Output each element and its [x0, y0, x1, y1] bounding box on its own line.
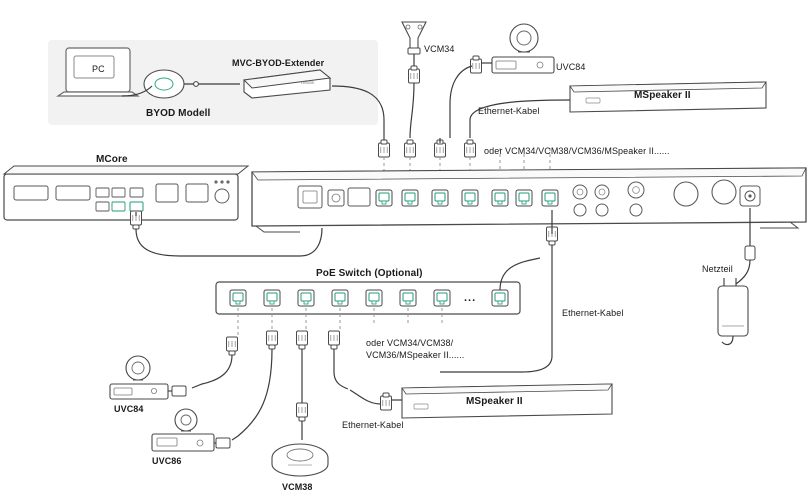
power-supply-device — [718, 278, 748, 336]
mvc-byod-extender-device — [244, 70, 330, 98]
mcore-device — [4, 166, 248, 220]
mvc-byod-extender-label: MVC-BYOD-Extender — [232, 58, 325, 68]
main-bar-device — [252, 168, 806, 232]
vcm34-top-label: VCM34 — [424, 44, 455, 54]
mspeaker-bottom-label: MSpeaker II — [466, 396, 523, 407]
pc-label: PC — [92, 64, 105, 74]
poe-ellipsis: ... — [464, 292, 477, 304]
uvc84-bottom-device — [110, 356, 186, 399]
uvc84-top-device — [492, 24, 554, 73]
ethernet-top-label: Ethernet-Kabel — [478, 106, 540, 116]
or-top-label: oder VCM34/VCM38/VCM36/MSpeaker II...... — [484, 146, 670, 156]
uvc84-top-label: UVC84 — [556, 62, 586, 72]
mcore-label: MCore — [96, 154, 128, 165]
or-mid-label-line2: VCM36/MSpeaker II...... — [366, 350, 465, 360]
byod-model-label: BYOD Modell — [146, 108, 211, 119]
vcm38-device — [272, 444, 328, 476]
main-bar-port-row — [376, 190, 558, 206]
ethernet-right-label: Ethernet-Kabel — [562, 308, 624, 318]
byod-puck-icon — [144, 70, 184, 98]
uvc86-bottom-label: UVC86 — [152, 456, 182, 466]
uvc86-bottom-device — [152, 409, 230, 451]
vcm34-top-device — [402, 22, 426, 54]
vcm38-label: VCM38 — [282, 482, 313, 492]
ethernet-bottom-label: Ethernet-Kabel — [342, 420, 404, 430]
mspeaker-top-label: MSpeaker II — [634, 90, 691, 101]
svg-text:Yealink: Yealink — [300, 80, 315, 85]
uvc84-bottom-label: UVC84 — [114, 404, 144, 414]
poe-switch-label: PoE Switch (Optional) — [316, 268, 423, 279]
or-mid-label-line1: oder VCM34/VCM38/ — [366, 338, 454, 348]
netzteil-label: Netzteil — [702, 264, 733, 274]
